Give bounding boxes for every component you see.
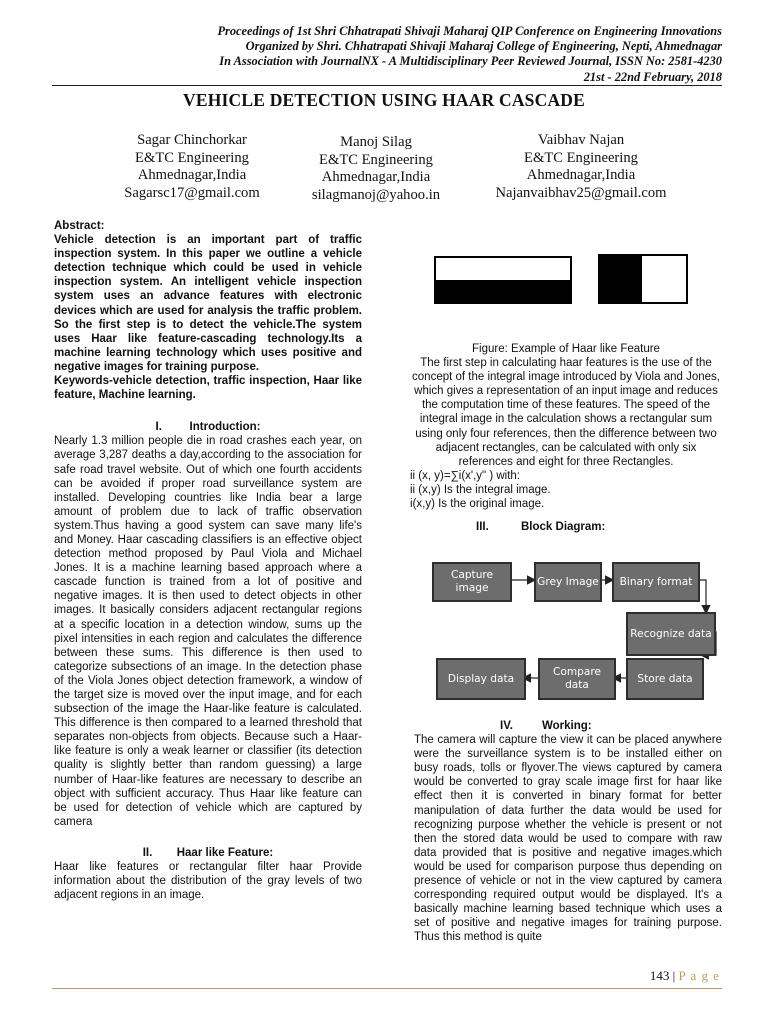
abstract-text: Vehicle detection is an important part of traffic inspection system. In this paper we outline a vehicle detection technique which could be used in vehicle inspection system. An intelligent vehicle inspection system uses an advance features with electronic devices which are used for analysis the traffic problem. So the first step is to detect the vehicle.The system uses Haar like feature-cascading technology.Its a machine learning technology which uses positive and negative images for training purpose. [54,234,362,373]
header-line-1: Proceedings of 1st Shri Chhatrapati Shivaji Maharaj QIP Conference on Engineering Innovations [217,24,722,38]
section-number: III. [476,521,489,534]
author-name: Vaibhav Najan [537,132,625,148]
footer-separator: | [669,968,679,983]
block-display-data: Display data [436,658,526,700]
page-number: 143 [649,968,670,983]
header-line-2: Organized by Shri. Chhatrapati Shivaji Maharaj College of Engineering, Nepti, Ahmednagar [245,39,722,54]
block-store-data: Store data [626,658,704,700]
keywords: Keywords-vehicle detection, traffic inspection, Haar like feature, Machine learning. [54,375,362,402]
section-number: II. [142,846,153,859]
page-label: P a g e [678,968,720,983]
section-heading-working [414,719,722,733]
formula-line: i(x,y) Is the original image. [410,498,545,511]
author-dept: E&TC Engineering [524,149,638,166]
author-email: silagmanoj@yahoo.in [311,186,441,203]
header-line-4: 21st - 22nd February, 2018 [583,69,722,84]
author-dept: E&TC Engineering [319,151,433,168]
author-place: Ahmednagar,India [137,167,247,183]
author-name: Sagar Chinchorkar [137,132,247,148]
page-footer [650,968,720,984]
formula-line: ii (x,y) Is the integral image. [410,483,551,496]
block-binary-format: Binary format [612,562,700,602]
author-email: Najanvaibhav25@gmail.com [495,184,667,201]
working-section [414,719,722,945]
section-title: Introduction: [189,421,261,434]
figure-caption: Figure: Example of Haar like Feature [472,343,660,355]
author-dept: E&TC Engineering [135,149,249,166]
footer-divider [52,988,722,989]
section-title: Haar like Feature: [176,846,274,859]
author-place: Ahmednagar,India [321,169,431,185]
formula-line: ii (x, y)=∑i(x',y" ) with: [410,469,520,482]
introduction-text: Nearly 1.3 million people die in road crashes each year, on average 3,287 deaths a day,according to the association for safe road travel website. Out of which one fourth accidents can be avoided if proper road surveillance system are installed. Developing countries like India bear a large amount of problem due to lack of traffic observation system.Thus having a good system can save many life's and Money. Haar cascading classifiers is an effective object detection method proposed by Paul Viola and Michael Jones. It is a machine learning based approach where a cascade function is trained from a lot of positive and negative images. It is then used to detect objects in other images. It basically considers adjacent rectangular regions at a specific location in a detection window, sums up the pixel intensities in each region and calculates the difference between these sums. This difference is then used to categorize subsections of an image. In the detection phase of the Viola Jones object detection framework, a window of the target size is moved over the input image, and for each subsection of the image the Haar-like feature is calculated. This difference is then compared to a learned threshold that separates non-objects from objects. Because such a Haar-like feature is only a weak learner or classifier (its detection quality is slightly better than random guessing) a large number of Haar-like features are necessary to describe an object with sufficient accuracy. Thus Haar like feature can be used for detection of vehicle which are captured by camera [54,435,362,828]
section-number: I. [155,421,162,434]
paper-title: VEHICLE DETECTION USING HAAR CASCADE [183,90,585,110]
author-name: Manoj Silag [340,134,412,150]
header-line-3: In Association with JournalNX - A Multidisciplinary Peer Reviewed Journal, ISSN No: 2581-4230 [219,54,722,69]
abstract-label: Abstract: [54,220,105,232]
author-place: Ahmednagar,India [526,167,636,183]
block-grey-image: Grey Image [534,562,602,602]
integral-image-text: The first step in calculating haar features is the use of the concept of the integral image introduced by Viola and Jones, which gives a representation of an input image and reduces the computation time of these features. The speed of the integral image in the calculation shows a rectangular sum using only four references, then the difference between two adjacent rectangles, can be calculated with only six references and eight for three Rectangles. [412,357,720,468]
section-number: IV. [500,720,514,732]
section-title: Block Diagram: [521,521,606,534]
working-text: The camera will capture the view it can be placed anywhere were the surveillance system is to be installed either on busy roads, tolls or flyover.The views captured by camera would be converted to gray scale image first for haar like effect then it is converted in binary format for better manipulation of data further the data would be used for recognizing purpose whether the vehicle is present or not then the stored data would be used to compare with raw data provided that is positive and negative images.which would be used for comparison purpose thus depending on presence of vehicle or not in the view captured by camera corresponding required output would be displayed. It's a basically machine learning based technique which uses a set of positive and negative images for training purpose. Thus this method is quite [414,734,722,944]
block-recognize-data: Recognize data [626,612,716,656]
section-title: Working: [542,720,592,732]
block-capture-image: Capture image [432,562,512,602]
haar-text: Haar like features or rectangular filter haar Provide information about the distribution of the gray levels of two adjacent regions in an image. [54,861,362,902]
block-compare-data: Compare data [538,658,616,700]
author-email: Sagarsc17@gmail.com [124,184,260,201]
